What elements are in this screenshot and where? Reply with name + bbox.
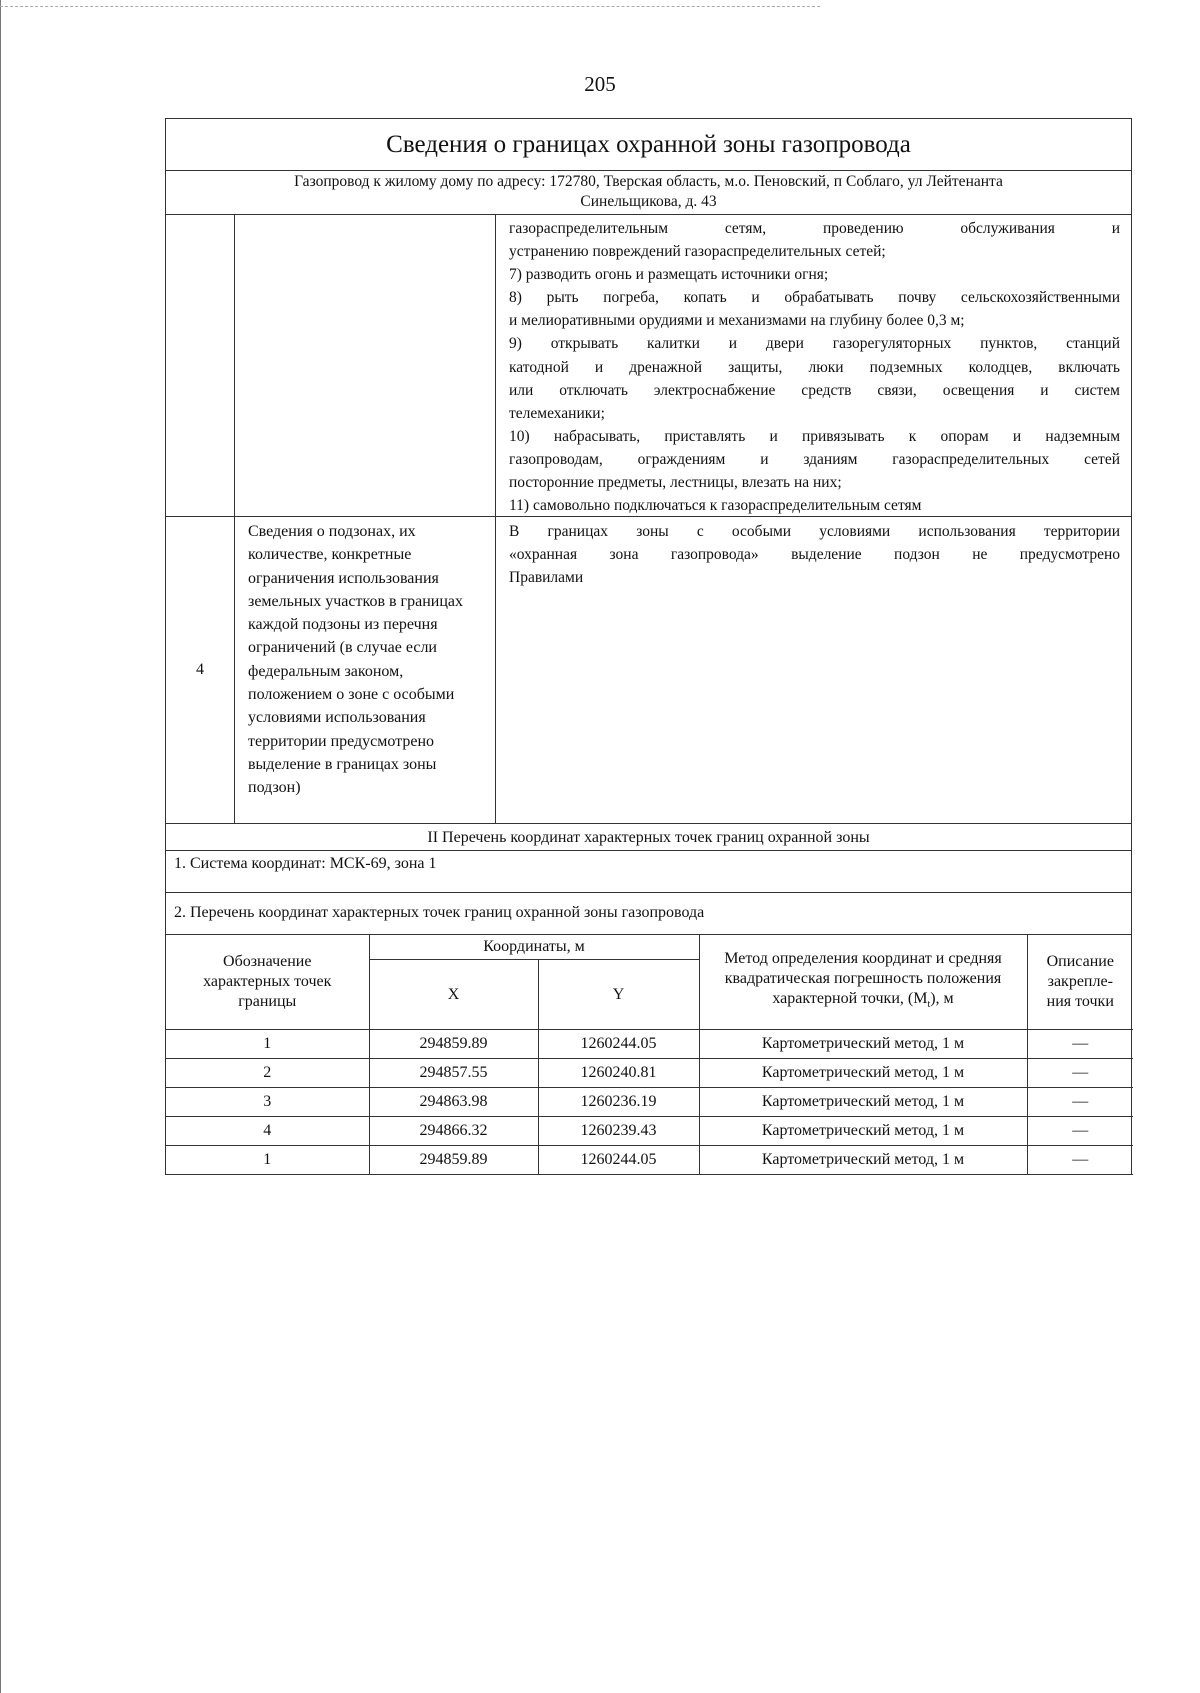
page-number: 205 xyxy=(584,72,616,96)
document-title: Сведения о границах охранной зоны газопровода xyxy=(166,119,1131,171)
x-cell: 294866.32 xyxy=(369,1117,538,1146)
description-cell: — xyxy=(1027,1059,1133,1088)
description-cell: — xyxy=(1027,1088,1133,1117)
method-cell: Картометрический метод, 1 м xyxy=(699,1146,1027,1175)
row-label-cell-empty xyxy=(235,215,496,516)
header-x: X xyxy=(369,960,538,1030)
y-cell: 1260244.05 xyxy=(538,1030,699,1059)
header-coordinates: Координаты, м xyxy=(369,935,699,960)
method-cell: Картометрический метод, 1 м xyxy=(699,1117,1027,1146)
subzones-text-line: В границах зоны с особыми условиями использования территории xyxy=(509,523,1120,540)
point-cell: 1 xyxy=(166,1030,369,1059)
header-y: Y xyxy=(538,960,699,1030)
restriction-text-line: и мелиоративными орудиями и механизмами на глубину более 0,3 м; xyxy=(509,312,965,330)
scan-edge-left xyxy=(0,0,1,1693)
restriction-text-line: катодной и дренажной защиты, люки подземных колодцев, включать xyxy=(509,358,1120,376)
restriction-text-line: посторонние предметы, лестницы, влезать на них; xyxy=(509,474,842,492)
subzones-text-line: Правилами xyxy=(509,569,584,587)
x-cell: 294859.89 xyxy=(369,1030,538,1059)
y-cell: 1260236.19 xyxy=(538,1088,699,1117)
table-row xyxy=(166,1117,1133,1146)
restriction-text-line: 10) набрасывать, приставлять и привязывать к опорам и надземным xyxy=(509,427,1120,445)
description-cell: — xyxy=(1027,1146,1133,1175)
table-row xyxy=(166,1059,1133,1088)
subzones-row-label: Сведения о подзонах, их количестве, конкретные ограничения использования земельных участков в границах каждой подзоны из перечня ограничений (в случае если федеральным законом, положением о зоне с особыми условиями использования территории предусмотрено выделение в границах зоны подзон) xyxy=(235,517,496,823)
header-method-sub: t xyxy=(927,999,931,1011)
header-method-text: Метод определения координат и средняя квадратическая погрешность положения характерной точки, (M xyxy=(724,949,1002,1007)
restriction-text-line: газораспределительным сетям, проведению обслуживания и xyxy=(509,220,1120,237)
restriction-text-line: телемеханики; xyxy=(509,404,605,422)
point-cell: 1 xyxy=(166,1146,369,1175)
subzones-text-line: «охранная зона газопровода» выделение подзон не предусмотрено xyxy=(509,546,1120,564)
table-row xyxy=(166,1030,1133,1059)
description-cell: — xyxy=(1027,1117,1133,1146)
subzones-row xyxy=(166,517,1131,824)
row-number-cell-empty xyxy=(166,215,235,516)
point-cell: 2 xyxy=(166,1059,369,1088)
coordinate-list-title: 2. Перечень координат характерных точек границ охранной зоны газопровода xyxy=(166,893,1131,935)
x-cell: 294863.98 xyxy=(369,1088,538,1117)
y-cell: 1260240.81 xyxy=(538,1059,699,1088)
header-description: Описание закрепле-ния точки xyxy=(1027,935,1133,1030)
method-cell: Картометрический метод, 1 м xyxy=(699,1059,1027,1088)
subzones-row-value xyxy=(496,517,1131,823)
restriction-text-line: 8) рыть погреба, копать и обрабатывать почву сельскохозяйственными xyxy=(509,289,1120,307)
subzones-row-number: 4 xyxy=(166,517,235,823)
point-cell: 3 xyxy=(166,1088,369,1117)
y-cell: 1260244.05 xyxy=(538,1146,699,1175)
continued-restrictions-row xyxy=(166,215,1131,517)
restriction-text-line: 11) самовольно подключаться к газораспределительным сетям xyxy=(509,497,922,515)
restrictions-text-cell xyxy=(496,215,1131,516)
point-cell: 4 xyxy=(166,1117,369,1146)
document-table xyxy=(165,118,1132,1175)
coordinate-system: 1. Система координат: МСК-69, зона 1 xyxy=(166,851,1131,893)
table-row xyxy=(166,1146,1133,1175)
method-cell: Картометрический метод, 1 м xyxy=(699,1088,1027,1117)
subtitle-line-2: Синельщикова, д. 43 xyxy=(580,193,717,210)
header-point: Обозначение характерных точек границы xyxy=(166,935,369,1030)
method-cell: Картометрический метод, 1 м xyxy=(699,1030,1027,1059)
x-cell: 294857.55 xyxy=(369,1059,538,1088)
coordinates-table xyxy=(166,935,1133,1175)
table-row xyxy=(166,1088,1133,1117)
restriction-text-line: 7) разводить огонь и размещать источники огня; xyxy=(509,266,829,284)
scan-edge-top xyxy=(0,6,820,7)
restriction-text-line: газопроводам, ограждениям и зданиям газораспределительных сетей xyxy=(509,450,1120,468)
subtitle-line-1: Газопровод к жилому дому по адресу: 172780, Тверская область, м.о. Пеновский, п Соблаго, ул Лейтенанта xyxy=(294,173,1003,190)
restriction-text-line: 9) открывать калитки и двери газорегуляторных пунктов, станций xyxy=(509,335,1120,353)
restriction-text-line: устранению повреждений газораспределительных сетей; xyxy=(509,243,886,261)
description-cell: — xyxy=(1027,1030,1133,1059)
document-subtitle xyxy=(166,171,1131,215)
section-2-header: II Перечень координат характерных точек границ охранной зоны xyxy=(166,824,1131,851)
header-method-tail: ), м xyxy=(930,989,954,1007)
y-cell: 1260239.43 xyxy=(538,1117,699,1146)
header-method xyxy=(699,935,1027,1030)
restriction-text-line: или отключать электроснабжение средств связи, освещения и систем xyxy=(509,381,1120,399)
x-cell: 294859.89 xyxy=(369,1146,538,1175)
